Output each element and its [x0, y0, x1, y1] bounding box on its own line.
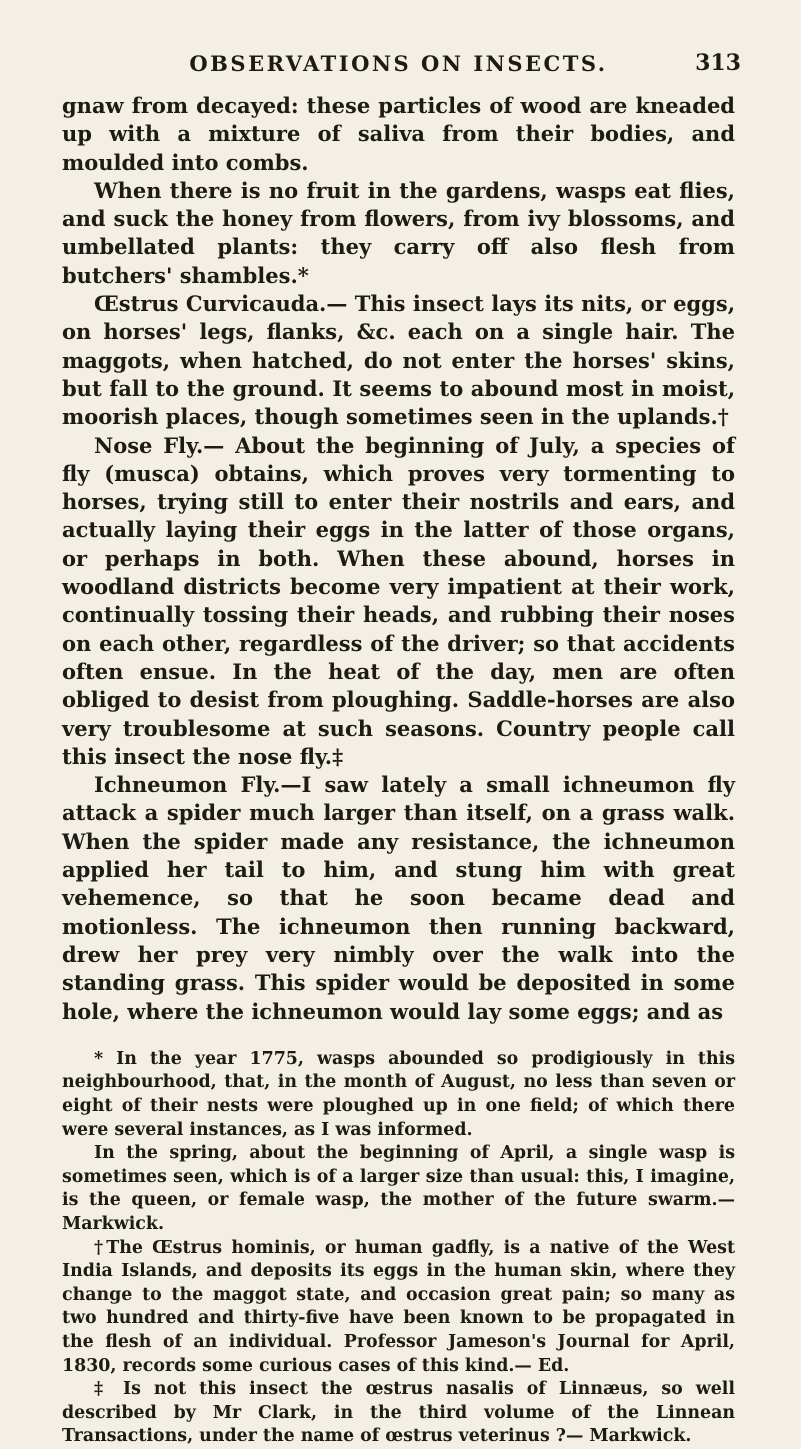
footnote: * In the year 1775, wasps abounded so prodigiously in this neighbourhood, that, in the month of August, no less than seven or eight of their nests were ploughed up in one field; of which there were several instances, as I was informed. — [62, 1048, 735, 1140]
paragraph: Nose Fly.— About the beginning of July, a species of fly (musca) obtains, which proves very tormenting to horses, trying still to enter their nostrils and ears, and actually laying their eggs in the latter of those organs, or perhaps in both. When these abound, horses in woodland districts become very impatient at their work, continually tossing their heads, and rubbing their noses on each other, regardless of the driver; so that accidents often ensue. In the heat of the day, men are often obliged to desist from ploughing. Saddle-horses are also very troublesome at such seasons. Country people call this insect the nose fly.‡ — [62, 432, 735, 769]
footnote: ‡ Is not this insect the œstrus nasalis of Linnæus, so well described by Mr Clark, in the third volume of the Linnean Transactions, under the name of œstrus veterinus ?— Markwick. — [62, 1379, 735, 1447]
paragraph: gnaw from decayed: these particles of wood are kneaded up with a mixture of saliva from their bodies, and moulded into combs. — [62, 93, 735, 175]
paragraph: Œstrus Curvicauda.— This insect lays its nits, or eggs, on horses' legs, flanks, &c. each on a single hair. The maggots, when hatched, do not enter the horses' skins, but fall to the ground. It seems to abound most in moist, moorish places, though sometimes seen in the uplands.† — [62, 291, 735, 430]
page-header — [62, 0, 741, 92]
running-head: OBSERVATIONS ON INSECTS. — [189, 51, 608, 76]
footnotes — [62, 1048, 735, 1449]
paragraph: Ichneumon Fly.—I saw lately a small ichneumon fly attack a spider much larger than itself, on a grass walk. When the spider made any resistance, the ichneumon applied her tail to him, and stung him with great vehemence, so that he soon became dead and motionless. The ichneumon then running backward, drew her prey very nimbly over the walk into the standing grass. This spider would be deposited in some hole, where the ichneumon would lay some eggs; and as — [62, 772, 735, 1024]
paragraph: When there is no fruit in the gardens, wasps eat flies, and suck the honey from flowers, from ivy blossoms, and umbellated plants: they carry off also flesh from butchers' shambles.* — [62, 177, 735, 288]
footnote-separator — [62, 1026, 735, 1048]
footnote: In the spring, about the beginning of April, a single wasp is sometimes seen, which is of a larger size than usual: this, I imagine, is the queen, or female wasp, the mother of the future swarm.— Markwick. — [62, 1143, 735, 1234]
footnote: †The Œstrus hominis, or human gadfly, is a native of the West India Islands, and deposits its eggs in the human skin, where they change to the maggot state, and occasion great pain; so many as two hundred and thirty-five have been known to be propagated in the flesh of an individual. Professor Jameson's Journal for April, 1830, records some curious cases of this kind.— Ed. — [62, 1237, 735, 1376]
page-number: 313 — [695, 50, 741, 76]
main-text — [62, 92, 735, 1026]
